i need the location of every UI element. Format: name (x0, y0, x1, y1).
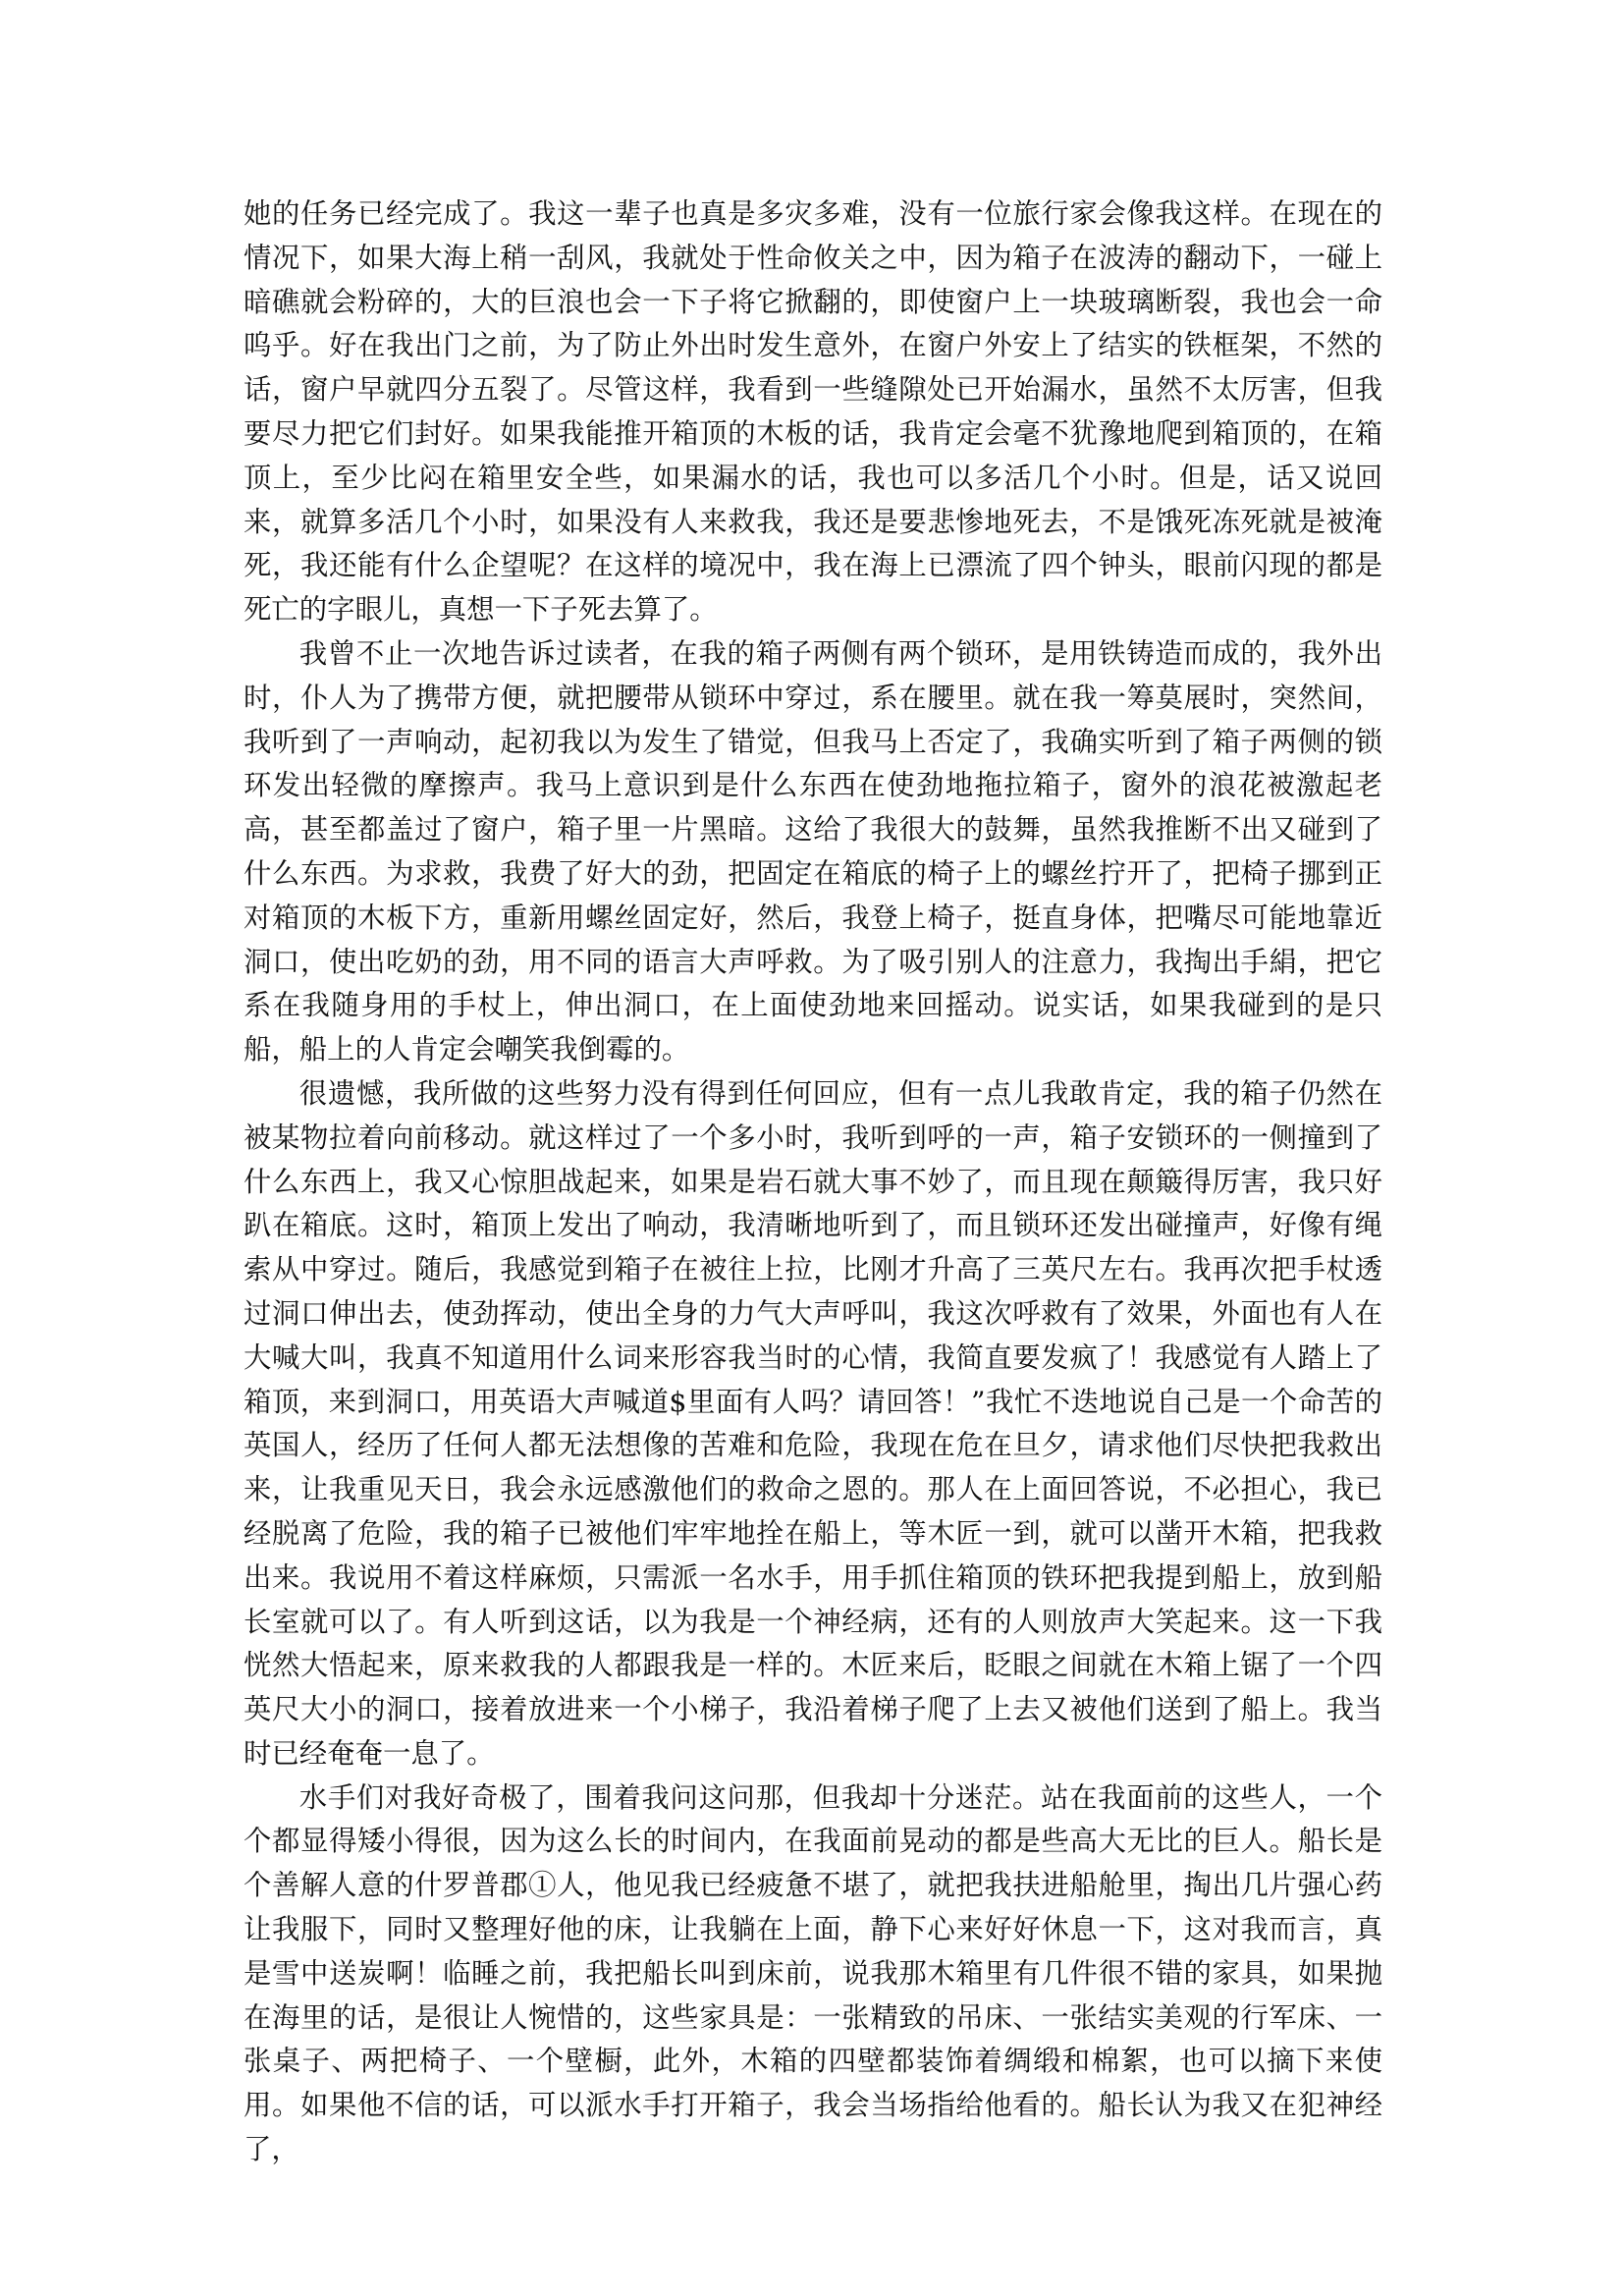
paragraph-4: 水手们对我好奇极了，围着我问这问那，但我却十分迷茫。站在我面前的这些人，一个个都显得矮小得很，因为这么长的时间内，在我面前晃动的都是些高大无比的巨人。船长是个善解人意的什罗普郡①人，他见我已经疲惫不堪了，就把我扶进船舱里，掏出几片强心药让我服下，同时又整理好他的床，让我躺在上面，静下心来好好休息一下，这对我而言，真是雪中送炭啊！临睡之前，我把船长叫到床前，说我那木箱里有几件很不错的家具，如果抛在海里的话，是很让人惋惜的，这些家具是：一张精致的吊床、一张结实美观的行军床、一张桌子、两把椅子、一个壁橱，此外，木箱的四壁都装饰着绸缎和棉絮，也可以摘下来使用。如果他不信的话，可以派水手打开箱子，我会当场指给他看的。船长认为我又在犯神经了， (243, 1780, 1382, 2166)
document-page (243, 192, 1382, 2172)
paragraph-1: 她的任务已经完成了。我这一辈子也真是多灾多难，没有一位旅行家会像我这样。在现在的情况下，如果大海上稍一刮风，我就处于性命攸关之中，因为箱子在波涛的翻动下，一碰上暗礁就会粉碎的，大的巨浪也会一下子将它掀翻的，即使窗户上一块玻璃断裂，我也会一命呜乎。好在我出门之前，为了防止外出时发生意外，在窗户外安上了结实的铁框架，不然的话，窗户早就四分五裂了。尽管这样，我看到一些缝隙处已开始漏水，虽然不太厉害，但我要尽力把它们封好。如果我能推开箱顶的木板的话，我肯定会毫不犹豫地爬到箱顶的，在箱顶上，至少比闷在箱里安全些，如果漏水的话，我也可以多活几个小时。但是，话又说回来，就算多活几个小时，如果没有人来救我，我还是要悲惨地死去，不是饿死冻死就是被淹死，我还能有什么企望呢？在这样的境况中，我在海上已漂流了四个钟头，眼前闪现的都是死亡的字眼儿，真想一下子死去算了。 (243, 197, 1382, 627)
paragraph-2: 我曾不止一次地告诉过读者，在我的箱子两侧有两个锁环，是用铁铸造而成的，我外出时，仆人为了携带方便，就把腰带从锁环中穿过，系在腰里。就在我一筹莫展时，突然间，我听到了一声响动，起初我以为发生了错觉，但我马上否定了，我确实听到了箱子两侧的锁环发出轻微的摩擦声。我马上意识到是什么东西在使劲地拖拉箱子，窗外的浪花被激起老高，甚至都盖过了窗户，箱子里一片黑暗。这给了我很大的鼓舞，虽然我推断不出又碰到了什么东西。为求救，我费了好大的劲，把固定在箱底的椅子上的螺丝拧开了，把椅子挪到正对箱顶的木板下方，重新用螺丝固定好，然后，我登上椅子，挺直身体，把嘴尽可能地靠近洞口，使出吃奶的劲，用不同的语言大声呼救。为了吸引别人的注意力，我掏出手絹，把它系在我随身用的手杖上，伸出洞口，在上面使劲地来回摇动。说实话，如果我碰到的是只船，船上的人肯定会嘲笑我倒霉的。 (243, 636, 1382, 1066)
paragraph-3: 很遗憾，我所做的这些努力没有得到任何回应，但有一点儿我敢肯定，我的箱子仍然在被某物拉着向前移动。就这样过了一个多小时，我听到呼的一声，箱子安锁环的一侧撞到了什么东西上，我又心惊胆战起来，如果是岩石就大事不妙了，而且现在颠簸得厉害，我只好趴在箱底。这时，箱顶上发出了响动，我清晰地听到了，而且锁环还发出碰撞声，好像有绳索从中穿过。随后，我感觉到箱子在被往上拉，比刚才升高了三英尺左右。我再次把手杖透过洞口伸出去，使劲挥动，使出全身的力气大声呼叫，我这次呼救有了效果，外面也有人在大喊大叫，我真不知道用什么词来形容我当时的心情，我简直要发疯了！我感觉有人踏上了箱顶，来到洞口，用英语大声喊道$里面有人吗？请回答！”我忙不迭地说自己是一个命苦的英国人，经历了任何人都无法想像的苦难和危险，我现在危在旦夕，请求他们尽快把我救出来，让我重见天日，我会永远感激他们的救命之恩的。那人在上面回答说，不必担心，我已经脱离了危险，我的箱子已被他们牢牢地拴在船上，等木匠一到，就可以凿开木箱，把我救出来。我说用不着这样麻烦，只需派一名水手，用手抓住箱顶的铁环把我提到船上，放到船长室就可以了。有人听到这话，以为我是一个神经病，还有的人则放声大笑起来。这一下我恍然大悟起来，原来救我的人都跟我是一样的。木匠来后，眨眼之间就在木箱上锯了一个四英尺大小的洞口，接着放进来一个小梯子，我沿着梯子爬了上去又被他们送到了船上。我当时已经奄奄一息了。 (243, 1076, 1382, 1770)
